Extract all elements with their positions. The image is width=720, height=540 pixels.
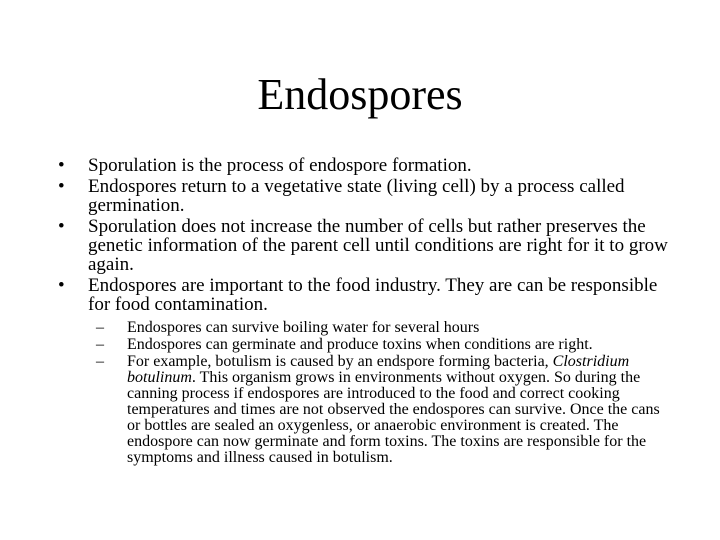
bullet-list xyxy=(58,156,668,468)
sub-bullet-text-part: For example, botulism is caused by an endspore forming bacteria, xyxy=(127,353,553,370)
bullet-item xyxy=(58,156,668,175)
bullet-marker: • xyxy=(58,216,65,237)
sub-bullet-text: Endospores can germinate and produce toxins when conditions are right. xyxy=(127,336,593,353)
bullet-text: Sporulation is the process of endospore formation. xyxy=(88,155,472,176)
sub-bullet-list xyxy=(96,320,676,466)
dash-marker: – xyxy=(96,319,104,336)
sub-bullet-item xyxy=(96,337,676,353)
sub-bullet-item xyxy=(96,320,676,336)
organism-name: Clostridium botulinum xyxy=(127,353,630,386)
sub-bullet-text-part: . This organism grows in environments without oxygen. So during the canning process if endospores are introduced to the food and correct cooking temperatures and times are not observed the endospores can survive. Once the cans or bottles are sealed an oxygenless, or anaerobic environment is created. The endospore can now germinate and form toxins. The toxins are responsible for the symptoms and illness caused in botulism. xyxy=(127,369,660,466)
bullet-text: Endospores return to a vegetative state (living cell) by a process called germination. xyxy=(88,176,625,216)
bullet-item xyxy=(58,217,668,274)
bullet-item xyxy=(58,177,668,215)
bullet-marker: • xyxy=(58,155,65,176)
sub-bullet-text xyxy=(127,353,660,466)
bullet-item xyxy=(58,276,668,466)
bullet-marker: • xyxy=(58,275,65,296)
bullet-text: Endospores are important to the food industry. They are can be responsible for food contamination. xyxy=(88,275,658,315)
dash-marker: – xyxy=(96,353,104,370)
sub-bullet-text: Endospores can survive boiling water for several hours xyxy=(127,319,480,336)
sub-bullet-item xyxy=(96,354,676,466)
slide-title: Endospores xyxy=(257,70,463,119)
bullet-marker: • xyxy=(58,176,65,197)
bullet-text: Sporulation does not increase the number of cells but rather preserves the genetic information of the parent cell until conditions are right for it to grow again. xyxy=(88,216,668,275)
dash-marker: – xyxy=(96,336,104,353)
